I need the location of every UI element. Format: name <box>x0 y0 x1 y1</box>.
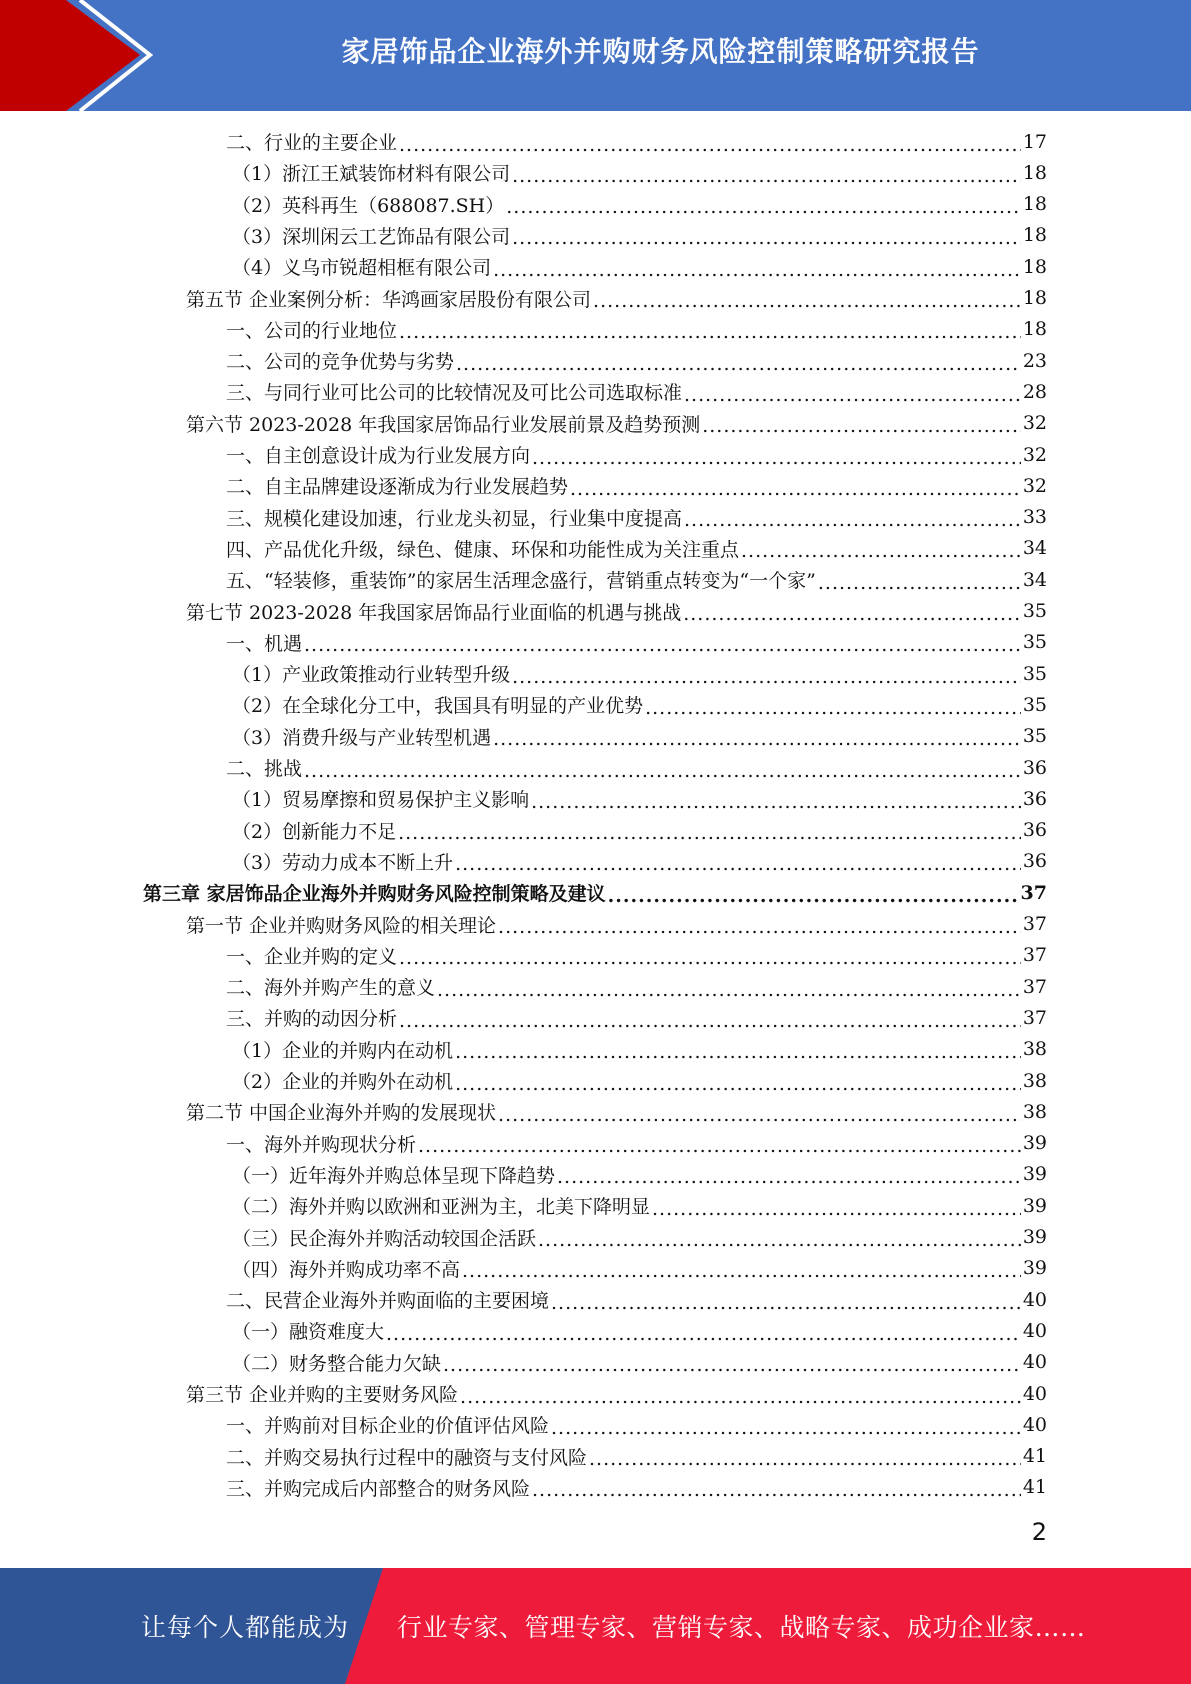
toc-dot-leader <box>460 1386 1021 1408</box>
toc-entry-title: 二、民营企业海外并购面临的主要困境 <box>226 1290 550 1313</box>
toc-entry-page: 35 <box>1022 725 1047 748</box>
toc-subsection-entry[interactable] <box>226 971 1047 1002</box>
toc-subsection-entry[interactable] <box>232 220 1047 251</box>
toc-subsection-entry[interactable] <box>232 1222 1047 1253</box>
toc-dot-leader <box>589 1448 1021 1470</box>
toc-entry-page: 36 <box>1022 787 1047 810</box>
toc-section-entry[interactable] <box>186 408 1047 439</box>
toc-entry-title: （4）义乌市锐超相框有限公司 <box>232 257 492 280</box>
toc-entry-title: （二）财务整合能力欠缺 <box>232 1352 442 1375</box>
toc-entry-title: 四、产品优化升级，绿色、健康、环保和功能性成为关注重点 <box>226 538 740 561</box>
toc-entry-title: 一、机遇 <box>226 632 303 655</box>
page-header <box>0 0 1191 111</box>
toc-subsection-entry[interactable] <box>232 783 1047 814</box>
toc-entry-title: （1）浙江王斌装饰材料有限公司 <box>232 163 511 186</box>
toc-entry-page: 34 <box>1022 568 1047 591</box>
toc-dot-leader <box>531 791 1021 813</box>
toc-entry-title: 三、并购的动因分析 <box>226 1008 398 1031</box>
toc-dot-leader <box>702 415 1021 437</box>
toc-entry-title: 一、自主创意设计成为行业发展方向 <box>226 445 531 467</box>
toc-dot-leader <box>551 1417 1021 1439</box>
toc-entry-title: 第六节 2023-2028 年我国家居饰品行业发展前景及趋势预测 <box>186 413 701 436</box>
toc-subsection-entry[interactable] <box>232 1034 1047 1065</box>
toc-subsection-entry[interactable] <box>232 1347 1047 1378</box>
toc-entry-page: 18 <box>1022 318 1047 341</box>
toc-entry-page: 40 <box>1022 1413 1047 1436</box>
toc-entry-title: 五、“轻装修，重装饰”的家居生活理念盛行，营销重点转变为“一个家” <box>226 570 816 593</box>
toc-dot-leader <box>570 478 1021 500</box>
toc-dot-leader <box>593 290 1021 312</box>
toc-dot-leader <box>532 447 1021 469</box>
toc-entry-title: 二、公司的竞争优势与劣势 <box>226 351 455 374</box>
toc-entry-page: 36 <box>1022 756 1047 779</box>
toc-entry-page: 37 <box>1022 913 1047 935</box>
toc-entry-page: 18 <box>1022 255 1047 278</box>
toc-entry-title: （2）企业的并购外在动机 <box>232 1071 454 1093</box>
toc-dot-leader <box>437 979 1021 1001</box>
toc-dot-leader <box>684 384 1021 406</box>
toc-subsection-entry[interactable] <box>232 721 1047 752</box>
toc-entry-page: 41 <box>1022 1445 1047 1468</box>
toc-entry-title: （1）贸易摩擦和贸易保护主义影响 <box>232 789 530 812</box>
toc-dot-leader <box>532 1479 1021 1501</box>
toc-dot-leader <box>455 1073 1021 1095</box>
toc-entry-title: 二、并购交易执行过程中的融资与支付风险 <box>226 1446 588 1469</box>
toc-entry-page: 39 <box>1022 1163 1047 1186</box>
toc-subsection-entry[interactable] <box>232 1315 1047 1346</box>
toc-dot-leader <box>493 728 1021 750</box>
toc-section-entry[interactable] <box>186 1378 1047 1409</box>
toc-entry-title: （2）创新能力不足 <box>232 820 397 843</box>
toc-dot-leader <box>398 822 1021 844</box>
toc-entry-page: 40 <box>1022 1382 1047 1405</box>
toc-entry-title: （1）产业政策推动行业转型升级 <box>232 664 511 687</box>
toc-entry-title: 第二节 中国企业海外并购的发展现状 <box>186 1102 497 1125</box>
toc-subsection-entry[interactable] <box>226 1002 1047 1033</box>
toc-subsection-entry[interactable] <box>226 1441 1047 1472</box>
toc-dot-leader <box>399 134 1021 156</box>
toc-subsection-entry[interactable] <box>226 1409 1047 1440</box>
toc-chapter-entry[interactable] <box>143 877 1047 908</box>
toc-dot-leader <box>386 1323 1021 1345</box>
toc-subsection-entry[interactable] <box>232 815 1047 846</box>
toc-entry-page: 40 <box>1022 1319 1047 1342</box>
toc-subsection-entry[interactable] <box>226 1128 1047 1159</box>
toc-dot-leader <box>506 196 1021 218</box>
toc-entry-title: 二、行业的主要企业 <box>226 132 398 154</box>
toc-dot-leader <box>455 853 1021 875</box>
toc-dot-leader <box>512 666 1021 688</box>
toc-entry-title: （四）海外并购成功率不高 <box>232 1258 461 1281</box>
toc-dot-leader <box>455 1041 1021 1063</box>
toc-entry-page: 32 <box>1022 443 1047 466</box>
toc-entry-page: 17 <box>1022 130 1047 153</box>
toc-entry-title: 一、并购前对目标企业的价值评估风险 <box>226 1415 550 1438</box>
toc-subsection-entry[interactable] <box>232 689 1047 720</box>
toc-subsection-entry[interactable] <box>226 439 1047 470</box>
toc-dot-leader <box>498 1104 1021 1126</box>
toc-subsection-entry[interactable] <box>226 940 1047 971</box>
toc-entry-page: 37 <box>1020 881 1047 904</box>
toc-section-entry[interactable] <box>186 909 1047 940</box>
toc-entry-page: 18 <box>1022 161 1047 184</box>
toc-dot-leader <box>512 227 1021 249</box>
toc-entry-title: 二、挑战 <box>226 758 303 780</box>
toc-entry-page: 28 <box>1022 380 1047 403</box>
toc-entry-page: 35 <box>1022 631 1047 654</box>
toc-subsection-entry[interactable] <box>226 502 1047 533</box>
toc-subsection-entry[interactable] <box>226 533 1047 564</box>
toc-dot-leader <box>304 634 1021 656</box>
toc-dot-leader <box>538 1229 1021 1251</box>
toc-dot-leader <box>551 1292 1021 1314</box>
toc-dot-leader <box>652 1198 1021 1220</box>
toc-dot-leader <box>399 321 1021 343</box>
toc-entry-page: 38 <box>1022 1069 1047 1092</box>
toc-entry-page: 35 <box>1022 600 1047 622</box>
toc-dot-leader <box>645 697 1021 719</box>
toc-entry-page: 18 <box>1022 193 1047 216</box>
toc-subsection-entry[interactable] <box>232 157 1047 188</box>
toc-subsection-entry[interactable] <box>226 470 1047 501</box>
toc-entry-title: 第七节 2023-2028 年我国家居饰品行业面临的机遇与挑战 <box>186 601 682 624</box>
toc-entry-page: 38 <box>1022 1038 1047 1061</box>
toc-dot-leader <box>399 1010 1021 1032</box>
toc-entry-page: 18 <box>1022 287 1047 309</box>
toc-entry-title: 三、并购完成后内部整合的财务风险 <box>226 1477 531 1500</box>
toc-entry-page: 39 <box>1022 1194 1047 1217</box>
toc-dot-leader <box>498 916 1021 938</box>
toc-entry-page: 18 <box>1022 224 1047 247</box>
toc-entry-page: 35 <box>1022 662 1047 685</box>
toc-subsection-entry[interactable] <box>226 314 1047 345</box>
toc-dot-leader <box>818 572 1021 594</box>
toc-entry-title: （一）融资难度大 <box>232 1321 385 1344</box>
toc-entry-title: 二、海外并购产生的意义 <box>226 977 436 1000</box>
page-number: 2 <box>1031 1518 1047 1546</box>
toc-entry-page: 40 <box>1022 1288 1047 1311</box>
toc-entry-page: 37 <box>1022 944 1047 967</box>
footer-slogan-right: 行业专家、管理专家、营销专家、战略专家、成功企业家…… <box>397 1613 1086 1642</box>
toc-dot-leader <box>493 259 1021 281</box>
toc-subsection-entry[interactable] <box>226 126 1047 157</box>
toc-entry-title: 一、海外并购现状分析 <box>226 1133 417 1156</box>
toc-subsection-entry[interactable] <box>226 376 1047 407</box>
toc-dot-leader <box>304 760 1021 782</box>
toc-entry-title: 第三章 家居饰品企业海外并购财务风险控制策略及建议 <box>143 883 606 906</box>
toc-entry-title: （3）深圳闲云工艺饰品有限公司 <box>232 225 511 248</box>
toc-dot-leader <box>512 165 1021 187</box>
toc-entry-title: 一、企业并购的定义 <box>226 945 398 968</box>
toc-entry-page: 33 <box>1022 506 1047 529</box>
toc-section-entry[interactable] <box>186 1096 1047 1127</box>
toc-entry-title: （3）消费升级与产业转型机遇 <box>232 726 492 749</box>
toc-subsection-entry[interactable] <box>226 1472 1047 1503</box>
toc-entry-title: 第三节 企业并购的主要财务风险 <box>186 1384 459 1406</box>
toc-subsection-entry[interactable] <box>232 189 1047 220</box>
toc-subsection-entry[interactable] <box>232 1159 1047 1190</box>
toc-entry-page: 35 <box>1022 693 1047 716</box>
toc-entry-title: （一）近年海外并购总体呈现下降趋势 <box>232 1164 556 1187</box>
toc-subsection-entry[interactable] <box>232 1065 1047 1096</box>
toc-entry-page: 40 <box>1022 1351 1047 1374</box>
toc-dot-leader <box>399 947 1021 969</box>
toc-dot-leader <box>443 1354 1021 1376</box>
toc-dot-leader <box>557 1166 1021 1188</box>
toc-subsection-entry[interactable] <box>226 752 1047 783</box>
toc-dot-leader <box>418 1135 1021 1157</box>
toc-subsection-entry[interactable] <box>232 1253 1047 1284</box>
toc-entry-page: 37 <box>1022 1006 1047 1029</box>
toc-entry-page: 23 <box>1022 349 1047 372</box>
toc-subsection-entry[interactable] <box>226 627 1047 658</box>
toc-subsection-entry[interactable] <box>232 251 1047 282</box>
toc-entry-title: （二）海外并购以欧洲和亚洲为主，北美下降明显 <box>232 1196 651 1219</box>
toc-entry-title: （2）在全球化分工中，我国具有明显的产业优势 <box>232 695 644 718</box>
toc-dot-leader <box>456 353 1021 375</box>
toc-entry-page: 34 <box>1022 537 1047 560</box>
page-footer <box>0 1568 1191 1684</box>
toc-dot-leader <box>462 1260 1021 1282</box>
toc-entry-page: 39 <box>1022 1257 1047 1280</box>
toc-entry-title: 一、公司的行业地位 <box>226 319 398 342</box>
toc-subsection-entry[interactable] <box>232 1190 1047 1221</box>
toc-entry-page: 36 <box>1022 850 1047 873</box>
toc-entry-page: 37 <box>1022 975 1047 998</box>
toc-entry-title: 三、规模化建设加速，行业龙头初显，行业集中度提高 <box>226 507 683 530</box>
toc-entry-page: 39 <box>1022 1226 1047 1248</box>
toc-entry-page: 38 <box>1022 1100 1047 1123</box>
toc-dot-leader <box>683 603 1021 625</box>
toc-subsection-entry[interactable] <box>232 846 1047 877</box>
toc-entry-title: （3）劳动力成本不断上升 <box>232 851 454 874</box>
toc-entry-title: （三）民企海外并购活动较国企活跃 <box>232 1227 537 1250</box>
toc-entry-title: 第一节 企业并购财务风险的相关理论 <box>186 914 497 937</box>
toc-entry-page: 39 <box>1022 1132 1047 1155</box>
toc-subsection-entry[interactable] <box>232 658 1047 689</box>
toc-entry-title: 第五节 企业案例分析：华鸿画家居股份有限公司 <box>186 288 592 311</box>
toc-entry-page: 32 <box>1022 412 1047 435</box>
toc-dot-leader <box>684 509 1021 531</box>
toc-entry-title: 二、自主品牌建设逐渐成为行业发展趋势 <box>226 476 569 499</box>
footer-slogan-left: 让每个人都能成为 <box>141 1613 350 1642</box>
toc-entry-title: （1）企业的并购内在动机 <box>232 1039 454 1062</box>
toc-section-entry[interactable] <box>186 596 1047 627</box>
toc-entry-title: （2）英科再生（688087.SH） <box>232 194 505 217</box>
toc-subsection-entry[interactable] <box>226 1284 1047 1315</box>
toc-entry-page: 36 <box>1022 819 1047 842</box>
toc-entry-page: 41 <box>1022 1476 1047 1499</box>
toc-dot-leader <box>741 540 1021 562</box>
toc-subsection-entry[interactable] <box>226 345 1047 376</box>
toc-dot-leader <box>608 885 1019 907</box>
toc-entry-title: 三、与同行业可比公司的比较情况及可比公司选取标准 <box>226 382 683 405</box>
toc-section-entry[interactable] <box>186 283 1047 314</box>
toc-subsection-entry[interactable] <box>226 564 1047 595</box>
report-title: 家居饰品企业海外并购财务风险控制策略研究报告 <box>341 35 980 68</box>
toc-entry-page: 32 <box>1022 474 1047 497</box>
